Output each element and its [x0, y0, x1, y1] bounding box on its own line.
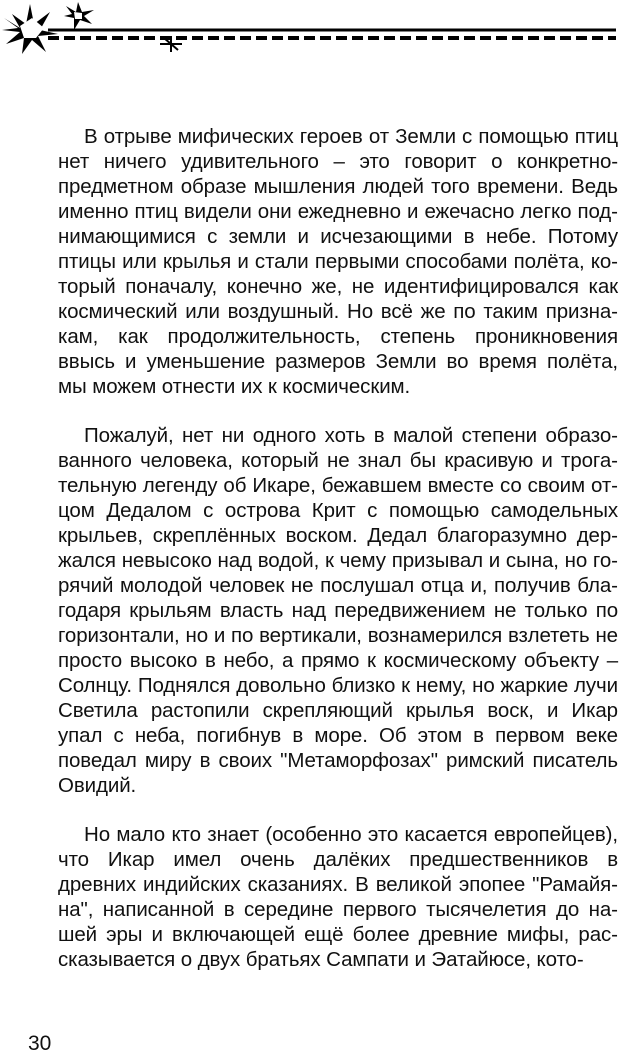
paragraph-3: Но мало кто знает (особенно это касается европейцев), что Икар имел очень далёких предшественников в древних индийских сказаниях. В великой эпопее "Рамайяна", написанной в середине первого тысячелетия до нашей эры и включающей ещё более древние мифы, рассказывается о двух братьях Сампати и Эатайюсе, кото- [58, 823, 618, 971]
header-star-ornament [0, 0, 620, 60]
page-body [58, 124, 618, 972]
small-star-icon [64, 2, 94, 30]
dashed-rule [48, 30, 616, 38]
paragraph-2: Пожалуй, нет ни одного хоть в малой степени образованного человека, который не знал бы красивую и трогательную легенду об Икаре, бежавшем вместе со своим отцом Дедалом с острова Крит с помощью самодельных крыльев, скреплённых воском. Дедал благоразумно держался невысоко над водой, к чему призывал и сына, но горячий молодой человек не послушал отца и, получив благодаря крыльям власть над передвижением не только по горизонтали, но и по вертикали, вознамерился взлететь не просто высоко в небо, а прямо к космическому объекту – Солнцу. Поднялся довольно близко к нему, но жаркие лучи Светила растопили скрепляющий крылья воск, и Икар упал с неба, погибнув в море. Об этом в первом веке поведал миру в своих "Метаморфозах" римский писатель Овидий. [58, 424, 618, 797]
page-number: 30 [28, 1032, 52, 1055]
paragraph-1: В отрыве мифических героев от Земли с помощью птиц нет ничего удивительного – это говорит о конкретно-предметном образе мышления людей того времени. Ведь именно птиц видели они ежедневно и ежечасно легко поднимающимися с земли и исчезающими в небе. Потому птицы или крылья и стали первыми способами полёта, который поначалу, конечно же, не идентифицировался как космический или воздушный. Но всё же по таким признакам, как продолжительность, степень проникновения ввысь и уменьшение размеров Земли во время полёта, мы можем отнести их к космическим. [58, 125, 618, 398]
